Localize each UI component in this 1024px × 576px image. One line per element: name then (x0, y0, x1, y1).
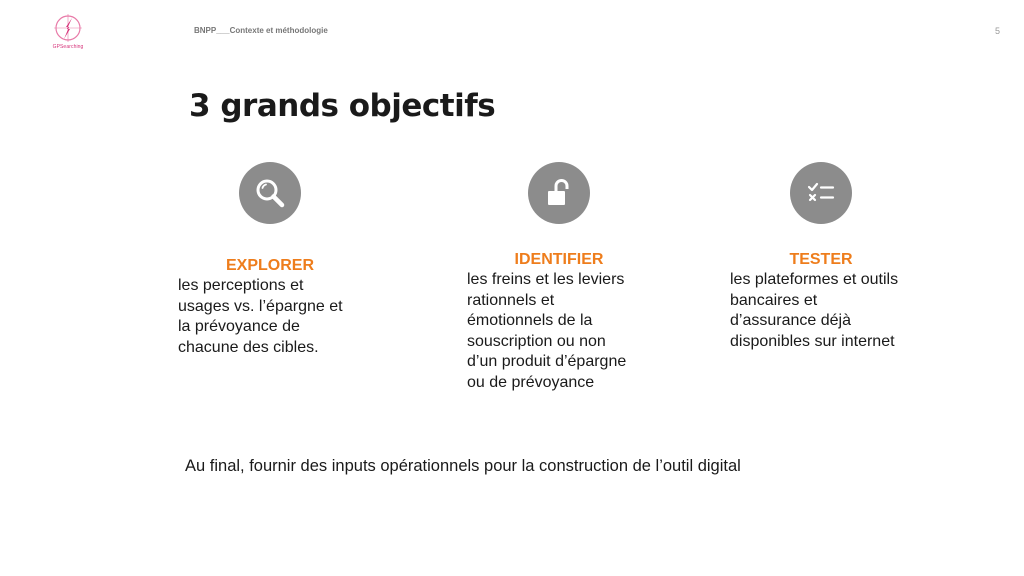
magnifier-icon (254, 177, 286, 209)
page-number: 5 (994, 26, 1000, 36)
identifier-text: les freins et les leviers rationnels et émotionnels de la souscription ou non d’un produit d’épargne ou de prévoyance (467, 271, 627, 391)
tester-text: les plateformes et outils bancaires et d’assurance déjà disponibles sur internet (730, 271, 899, 350)
header-title: BNPP___Contexte et méthodologie (194, 26, 328, 35)
padlock-icon (543, 177, 575, 209)
compass-icon (54, 14, 82, 44)
explorer-heading: EXPLORER (225, 257, 314, 274)
explorer-text: les perceptions et usages vs. l’épargne et la prévoyance de chacune des cibles. (178, 277, 343, 356)
tester-icon-circle (790, 162, 852, 224)
tester-heading: TESTER (789, 251, 853, 268)
page-title: 3 grands objectifs (189, 88, 496, 124)
identifier-icon-circle (528, 162, 590, 224)
checklist-icon (805, 177, 837, 209)
logo-text: GPSearching (52, 44, 84, 50)
conclusion-text: Au final, fournir des inputs opérationnels pour la construction de l’outil digital (185, 457, 741, 475)
identifier-heading: IDENTIFIER (514, 251, 604, 268)
explorer-icon-circle (239, 162, 301, 224)
logo (50, 14, 86, 54)
